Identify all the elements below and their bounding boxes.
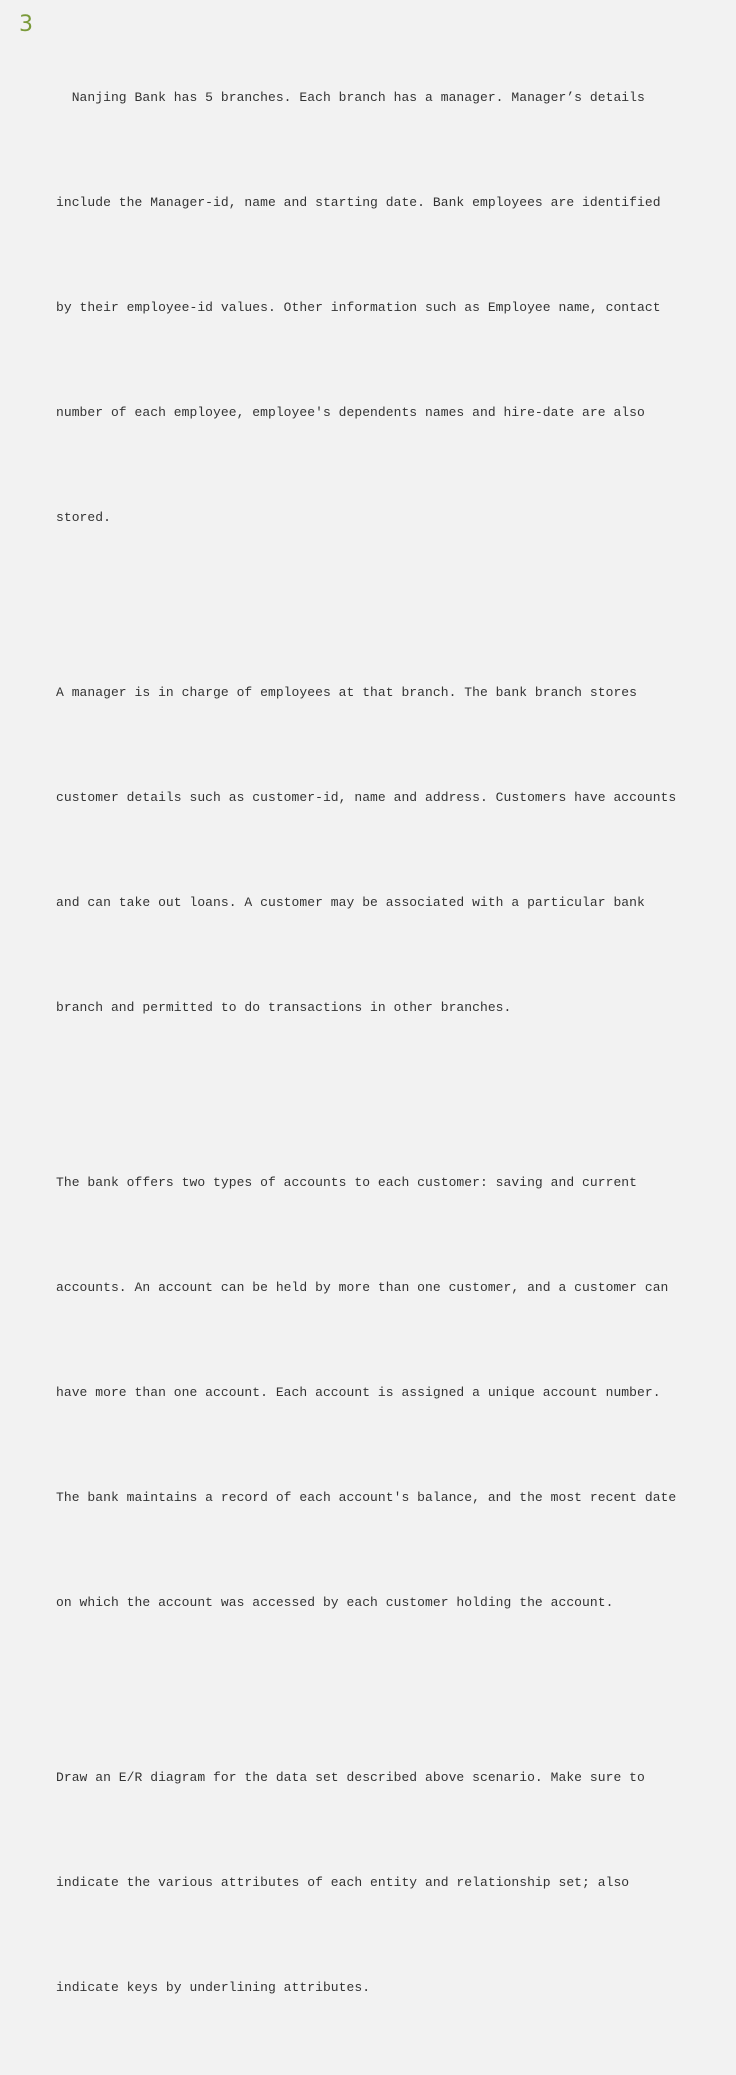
text-line: and can take out loans. A customer may be associated with a particular bank — [56, 895, 645, 910]
text-line: Draw an E/R diagram for the data set described above scenario. Make sure to — [56, 1770, 645, 1785]
paragraph-branches — [56, 10, 728, 605]
text-line: The bank offers two types of accounts to each customer: saving and current — [56, 1175, 637, 1190]
text-line: on which the account was accessed by each customer holding the account. — [56, 1595, 614, 1610]
text-line: A manager is in charge of employees at that branch. The bank branch stores — [56, 685, 637, 700]
text-line: indicate the various attributes of each entity and relationship set; also — [56, 1875, 630, 1890]
text-line: stored. — [56, 510, 111, 525]
text-line: have more than one account. Each account is assigned a unique account number. — [56, 1385, 661, 1400]
paragraph-accounts — [56, 1095, 728, 1690]
text-line: branch and permitted to do transactions in other branches. — [56, 1000, 512, 1015]
question-number: 3 — [19, 12, 33, 37]
text-line: accounts. An account can be held by more than one customer, and a customer can — [56, 1280, 669, 1295]
paragraph-instructions — [56, 1690, 728, 2075]
text-line: customer details such as customer-id, name and address. Customers have accounts — [56, 790, 677, 805]
text-line: Nanjing Bank has 5 branches. Each branch has a manager. Manager’s details — [56, 90, 645, 105]
text-line: number of each employee, employee's dependents names and hire-date are also — [56, 405, 645, 420]
paragraph-customers — [56, 605, 728, 1095]
text-line: indicate keys by underlining attributes. — [56, 1980, 371, 1995]
question-text — [56, 10, 728, 2075]
text-line: The bank maintains a record of each account's balance, and the most recent date — [56, 1490, 677, 1505]
text-line: include the Manager-id, name and starting date. Bank employees are identified — [56, 195, 661, 210]
text-line: by their employee-id values. Other information such as Employee name, contact — [56, 300, 661, 315]
